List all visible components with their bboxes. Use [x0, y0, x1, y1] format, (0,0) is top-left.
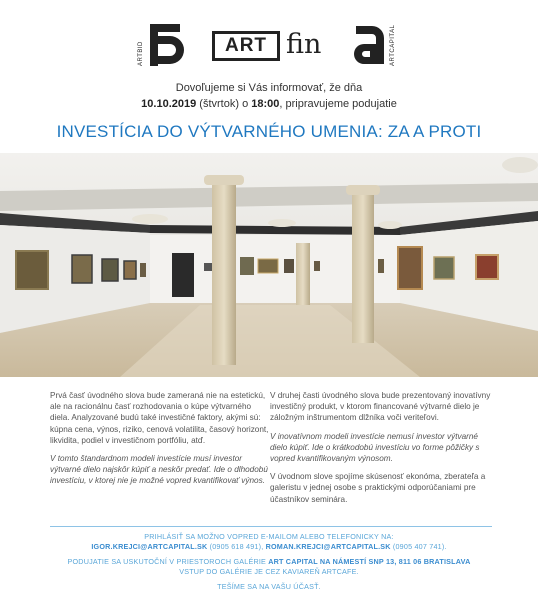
- venue-prefix: PODUJATIE SA USKUTOČNÍ V PRIESTOROCH GALÉRIE: [67, 557, 267, 566]
- invite-line-1: Dovoľujeme si Vás informovať, že dňa: [175, 82, 363, 94]
- artcapital-logo: [352, 22, 398, 68]
- event-date: 10.10.2019: [141, 98, 197, 110]
- artbid-logo: [138, 22, 192, 68]
- venue-name: ART CAPITAL NA NÁMESTÍ SNP 13, 811 06 BRATISLAVA: [268, 557, 471, 566]
- venue-line: [0, 557, 538, 567]
- closing-text: TEŠÍME SA NA VAŠU ÚČASŤ.: [217, 582, 321, 591]
- event-time: 18:00: [251, 98, 280, 110]
- gallery-interior-image: [0, 153, 538, 377]
- artbid-label: ARTBID: [138, 41, 144, 66]
- artbid-mark-icon: [138, 22, 192, 68]
- phone-2: (0905 407 741).: [392, 542, 447, 551]
- artfin-logo: [212, 28, 330, 64]
- left-paragraph-2: V tomto štandardnom modeli investície musí investor výtvarné dielo najskôr kúpiť a neskôr predať. Ide o dlhodobú investíciu, v ktorej nie je možné vopred kvantifikovať výnos.: [50, 454, 268, 486]
- left-paragraph-1: Prvá časť úvodného slova bude zameraná nie na estetickú, ale na racionálnu časť rozhodovania o kúpe výtvarného diela. Analyzované budú také investičné faktory, akými sú: kúpna cena, výnos, riziko, cenová volatilita, časový horizont, likvidita, podiel v investičnom portfóliu, atď.: [50, 391, 269, 445]
- artfin-box: ART: [212, 31, 280, 61]
- right-paragraph-1: V druhej časti úvodného slova bude prezentovaný inovatívny investičný produkt, v ktorom financované výtvarné dielo je záložným inštrumentom dlžníka voči veriteľovi.: [270, 391, 491, 423]
- right-paragraph-2: V inovatívnom modeli investície nemusí investor výtvarné dielo kúpiť. Ide o krátkodobú investíciu vo forme pôžičky s vopred kvantifikovaným výnosom.: [270, 431, 480, 464]
- footer: [0, 532, 538, 592]
- invite-line-2: [0, 96, 538, 112]
- email-link-1[interactable]: IGOR.KREJCI@ARTCAPITAL.SK: [91, 542, 208, 551]
- artfin-text: fin: [286, 29, 322, 60]
- footer-divider: [50, 526, 492, 527]
- artcapital-label: ARTCAPITAL: [390, 24, 396, 66]
- contact-line: [0, 542, 538, 552]
- right-column: [270, 390, 492, 512]
- invite-rest: , pripravujeme podujatie: [279, 98, 397, 110]
- phone-1: (0905 618 491),: [209, 542, 264, 551]
- left-column: [50, 390, 270, 494]
- event-day: (štvrtok) o: [199, 98, 249, 110]
- signup-text: PRIHLÁSIŤ SA MOŽNO VOPRED E-MAILOM ALEBO TELEFONICKY NA:: [144, 532, 394, 541]
- logo-row: [0, 20, 538, 72]
- right-paragraph-3: V úvodnom slove spojíme skúsenosť ekonóma, zberateľa a galeristu v jednej osobe s praktickými odporúčaniami pre účastníkov seminára.: [270, 472, 486, 504]
- email-link-2[interactable]: ROMAN.KREJCI@ARTCAPITAL.SK: [265, 542, 391, 551]
- invitation-text: [0, 80, 538, 112]
- artcapital-mark-icon: [352, 22, 388, 68]
- entrance-text: VSTUP DO GALÉRIE JE CEZ KAVIAREŇ ARTCAFE.: [179, 567, 359, 576]
- gallery-photo: [0, 153, 538, 377]
- page-title: INVESTÍCIA DO VÝTVARNÉHO UMENIA: ZA A PROTI: [56, 122, 482, 141]
